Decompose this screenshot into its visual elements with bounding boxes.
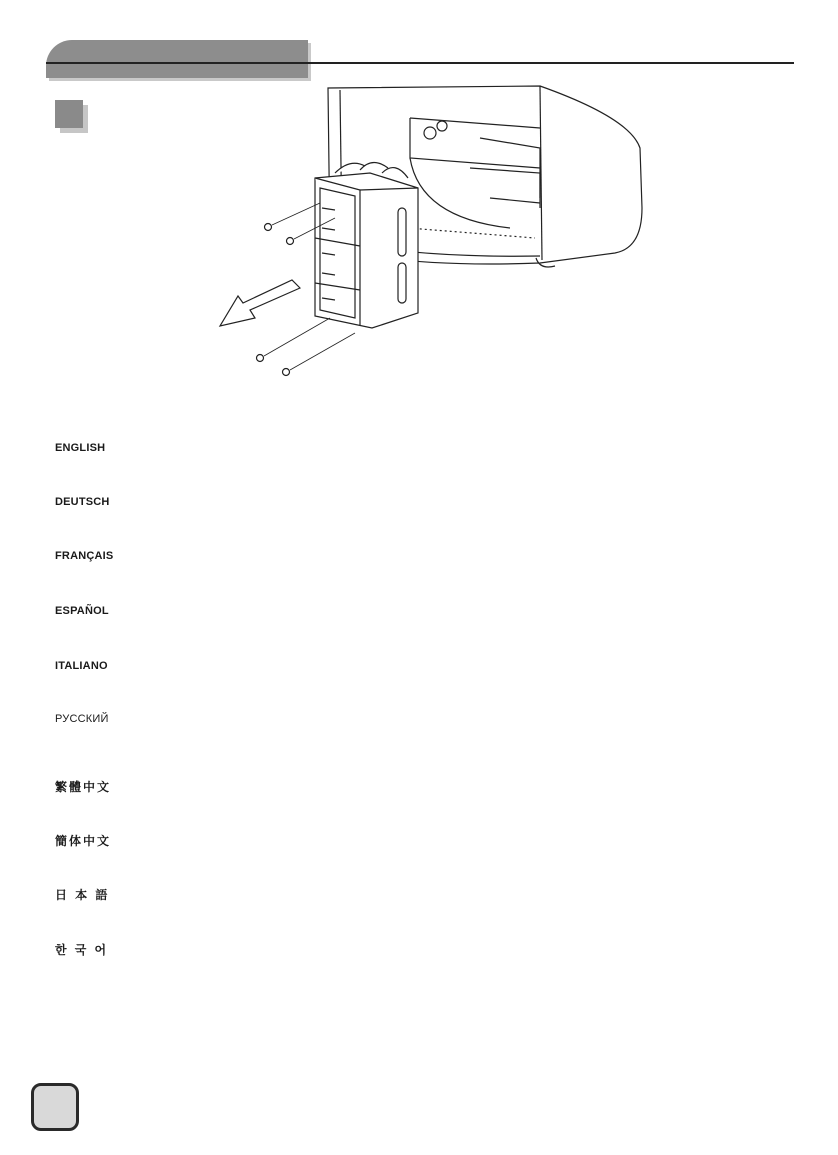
lang-label-korean: 한 국 어 (55, 943, 109, 957)
page-number-badge (31, 1083, 79, 1131)
lang-label-italiano: ITALIANO (55, 660, 108, 672)
lang-label-russian: РУССКИЙ (55, 713, 109, 725)
lang-label-japanese: 日 本 語 (55, 888, 110, 902)
section-header-tab (46, 40, 308, 78)
lang-label-francais: FRANÇAIS (55, 550, 114, 562)
lang-label-deutsch: DEUTSCH (55, 496, 110, 508)
lang-label-english: ENGLISH (55, 442, 106, 454)
drive-cage-illustration (210, 78, 650, 388)
step-marker (55, 100, 83, 128)
removal-arrow (220, 280, 300, 326)
header-rule (46, 62, 794, 64)
lang-label-trad-chinese: 繁體中文 (55, 780, 112, 794)
drive-cage (315, 162, 418, 328)
lang-label-simp-chinese: 簡体中文 (55, 834, 112, 848)
lang-label-espanol: ESPAÑOL (55, 605, 109, 617)
